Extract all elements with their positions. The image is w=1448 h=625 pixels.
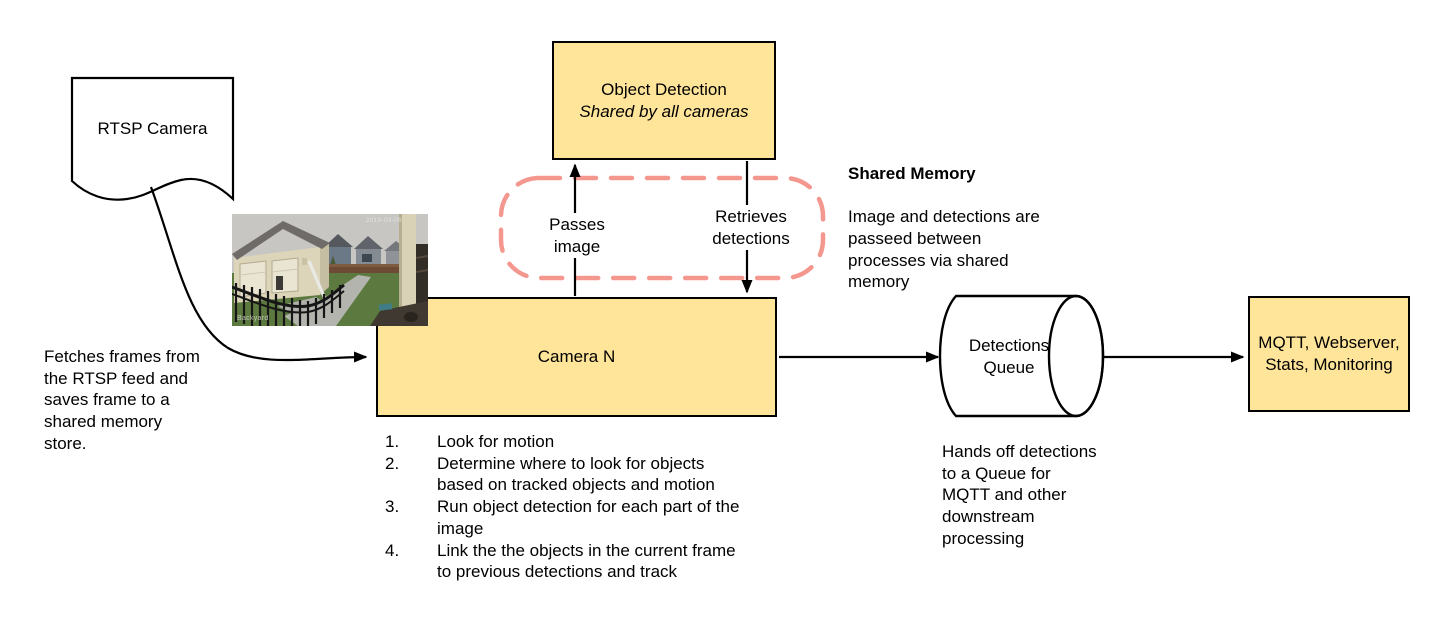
camera-snapshot-image [232,214,428,326]
object-detection-title: Object Detection [601,79,727,99]
snapshot-scene [232,214,428,326]
snapshot-timestamp: 2019-03-06 [365,217,402,224]
step-number: 3. [385,497,400,517]
note-fetches-frames: Fetches frames from the RTSP feed and saves frame to a shared memory store. [44,347,200,453]
step-number: 1. [385,432,400,451]
node-outputs [1248,296,1410,412]
detections-queue-label: Detections Queue [968,336,1050,377]
list-item [385,496,790,539]
passes-image-label: Passes image [532,213,622,258]
shared-memory-title: Shared Memory [848,163,976,183]
step-number: 2. [385,453,400,473]
step-number: 4. [385,540,400,560]
node-camera-n [376,297,777,417]
step-text: Look for motion [437,432,555,451]
step-text: Link the the objects in the current frame to previous detections and track [437,540,736,582]
camera-n-label: Camera N [537,347,616,366]
note-shared-memory [848,141,1063,315]
list-item [385,453,790,496]
note-hands-off: Hands off detections to a Queue for MQTT and other downstream processing [942,442,1097,548]
object-detection-subtitle: Shared by all cameras [579,101,749,121]
shared-memory-body: Image and detections are passeed between processes via shared memory [848,207,1040,292]
outputs-label: MQTT, Webserver, Stats, Monitoring [1258,333,1400,374]
node-object-detection [552,41,776,160]
list-item [385,540,790,583]
retrieves-detections-label: Retrieves detections [698,205,804,250]
snapshot-camera-name: Backyard [237,315,269,322]
rtsp-camera-label: RTSP Camera [97,119,208,138]
step-text: Determine where to look for objects based on tracked objects and motion [437,453,715,495]
step-text: Run object detection for each part of the image [437,497,740,538]
camera-steps-list [385,431,790,583]
list-item [385,431,790,453]
